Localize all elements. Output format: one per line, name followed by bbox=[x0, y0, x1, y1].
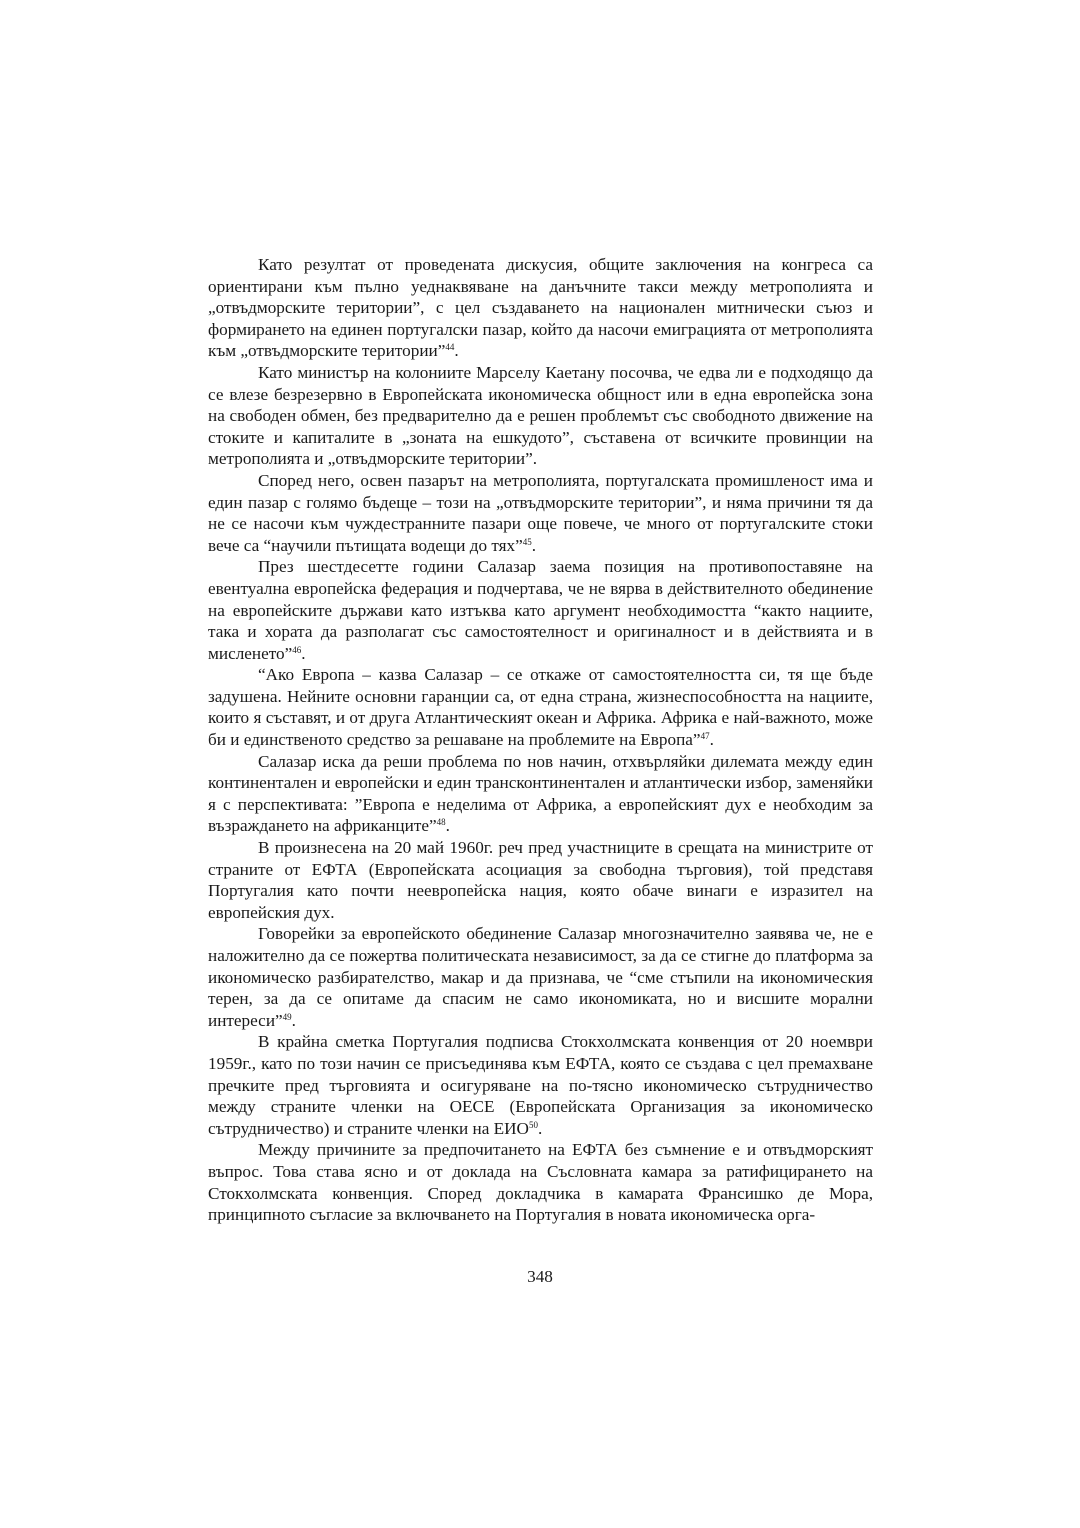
footnote-ref: 50 bbox=[528, 1119, 538, 1130]
footnote-ref: 48 bbox=[436, 817, 446, 828]
paragraph-tail: . bbox=[301, 643, 306, 663]
paragraph bbox=[208, 923, 873, 1031]
page-number: 348 bbox=[527, 1267, 553, 1286]
footnote-ref: 45 bbox=[522, 536, 532, 547]
paragraph bbox=[208, 362, 873, 470]
paragraph-text: В произнесена на 20 май 1960г. реч пред участниците в срещата на министрите от страните от ЕФТА (Европейската асоциация за свободна търговия), той представя Португалия като почти неевропейска нация, която обаче винаги е изразител на европейския дух. bbox=[208, 838, 873, 922]
paragraph bbox=[208, 837, 873, 923]
paragraph-tail: . bbox=[709, 730, 714, 750]
paragraph-tail: . bbox=[537, 1118, 543, 1138]
paragraph-text: Между причините за предпочитането на ЕФТА без съмнение е и отвъдморският въпрос. Това става ясно и от доклада на Съсловната камара за ратифицирането на Стокхолмската конвенция. Според докладчика в камарата Франсишко де Мора, принципното съгласие за включването на Португалия в новата икономическа орга- bbox=[208, 1140, 873, 1225]
paragraph bbox=[208, 751, 873, 837]
footnote-ref: 49 bbox=[282, 1011, 292, 1022]
paragraph-tail: . bbox=[531, 535, 537, 555]
footnote-ref: 47 bbox=[700, 731, 710, 742]
paragraph bbox=[208, 254, 873, 362]
paragraph-text: Като резултат от проведената дискусия, общите заключения на конгреса са ориентирани към пълно уеднаквяване на данъчните такси между метрополията и „отвъдморските територии”, с цел създаването на национален митнически съюз и формирането на единен португалски пазар, който да насочи емиграцията от метрополията към „отвъдморските територии” bbox=[208, 255, 873, 361]
paragraph-tail: . bbox=[454, 341, 459, 361]
paragraph bbox=[208, 556, 873, 664]
footnote-ref: 46 bbox=[292, 644, 302, 655]
paragraph bbox=[208, 1139, 873, 1225]
paragraph-text: Според него, освен пазарът на метрополията, португалската промишленост има и един пазар с голямо бъдеще – този на „отвъдморските територии”, и няма причини тя да не се насочи към чуждестранните пазари още повече, че много от португалските стоки вече са “научили пътищата водещи до тях” bbox=[208, 470, 873, 555]
paragraph-text: В крайна сметка Португалия подписва Стокхолмската конвенция от 20 ноември 1959г., като по този начин се присъединява към ЕФТА, която се създава с цел премахване пречките пред търговията и осигуряване на по-тясно икономическо сътрудничество между страните членки на ОЕСЕ (Европейската Организация за икономическо сътрудничество) и страните членки на ЕИО bbox=[208, 1032, 873, 1138]
footnote-ref: 44 bbox=[445, 342, 455, 353]
paragraph bbox=[208, 470, 873, 556]
paragraph-text: “Ако Европа – казва Салазар – се откаже от самостоятелността си, тя ще бъде задушена. Нейните основни гаранции са, от една страна, жизнеспособността на нациите, които я съставят, и от друга Атлантическият океан и Африка. Африка е най-важното, може би и единственото средство за решаване на проблемите на Европа” bbox=[208, 665, 873, 750]
paragraph-tail: . bbox=[291, 1010, 296, 1030]
paragraph-text: Салазар иска да реши проблема по нов начин, отхвърляйки дилемата между един континентален и европейски и един трансконтинентален и атлантически избор, заменяйки я с перспективата: ”Европа е неделима от Африка, а европейският дух е необходим за възраждането на африканците” bbox=[208, 751, 873, 836]
paragraph bbox=[208, 1031, 873, 1139]
body-text bbox=[208, 254, 873, 1226]
paragraph-tail: . bbox=[445, 816, 450, 836]
paragraph bbox=[208, 664, 873, 750]
paragraph-text: Говорейки за европейското обединение Салазар многозначително заявява че, не е наложително да се пожертва политическата независимост, за да се стигне до платформа за икономическо разбирателство, макар и да признава, че “сме стъпили на икономическия терен, за да се опитаме да спасим не само икономиката, но и висшите морални интереси” bbox=[208, 924, 873, 1030]
paragraph-text: През шестдесетте години Салазар заема позиция на противопоставяне на евентуална европейска федерация и подчертава, че не вярва в действителното обединение на европейските държави като изтъква като аргумент необходимостта “както нациите, така и хората да разполагат със самостоятелност и оригиналност и в действията и в мисленето” bbox=[208, 557, 873, 663]
paragraph-text: Като министър на колониите Марселу Каетану посочва, че едва ли е подходящо да се влезе безрезервно в Европейската икономическа общност или в една европейска зона на свободен обмен, без предварително да е решен проблемът със свободното движение на стоките и капиталите в „зоната на ешкудото”, съставена от всичките провинции на метрополията и „отвъдморските територии”. bbox=[208, 362, 873, 469]
